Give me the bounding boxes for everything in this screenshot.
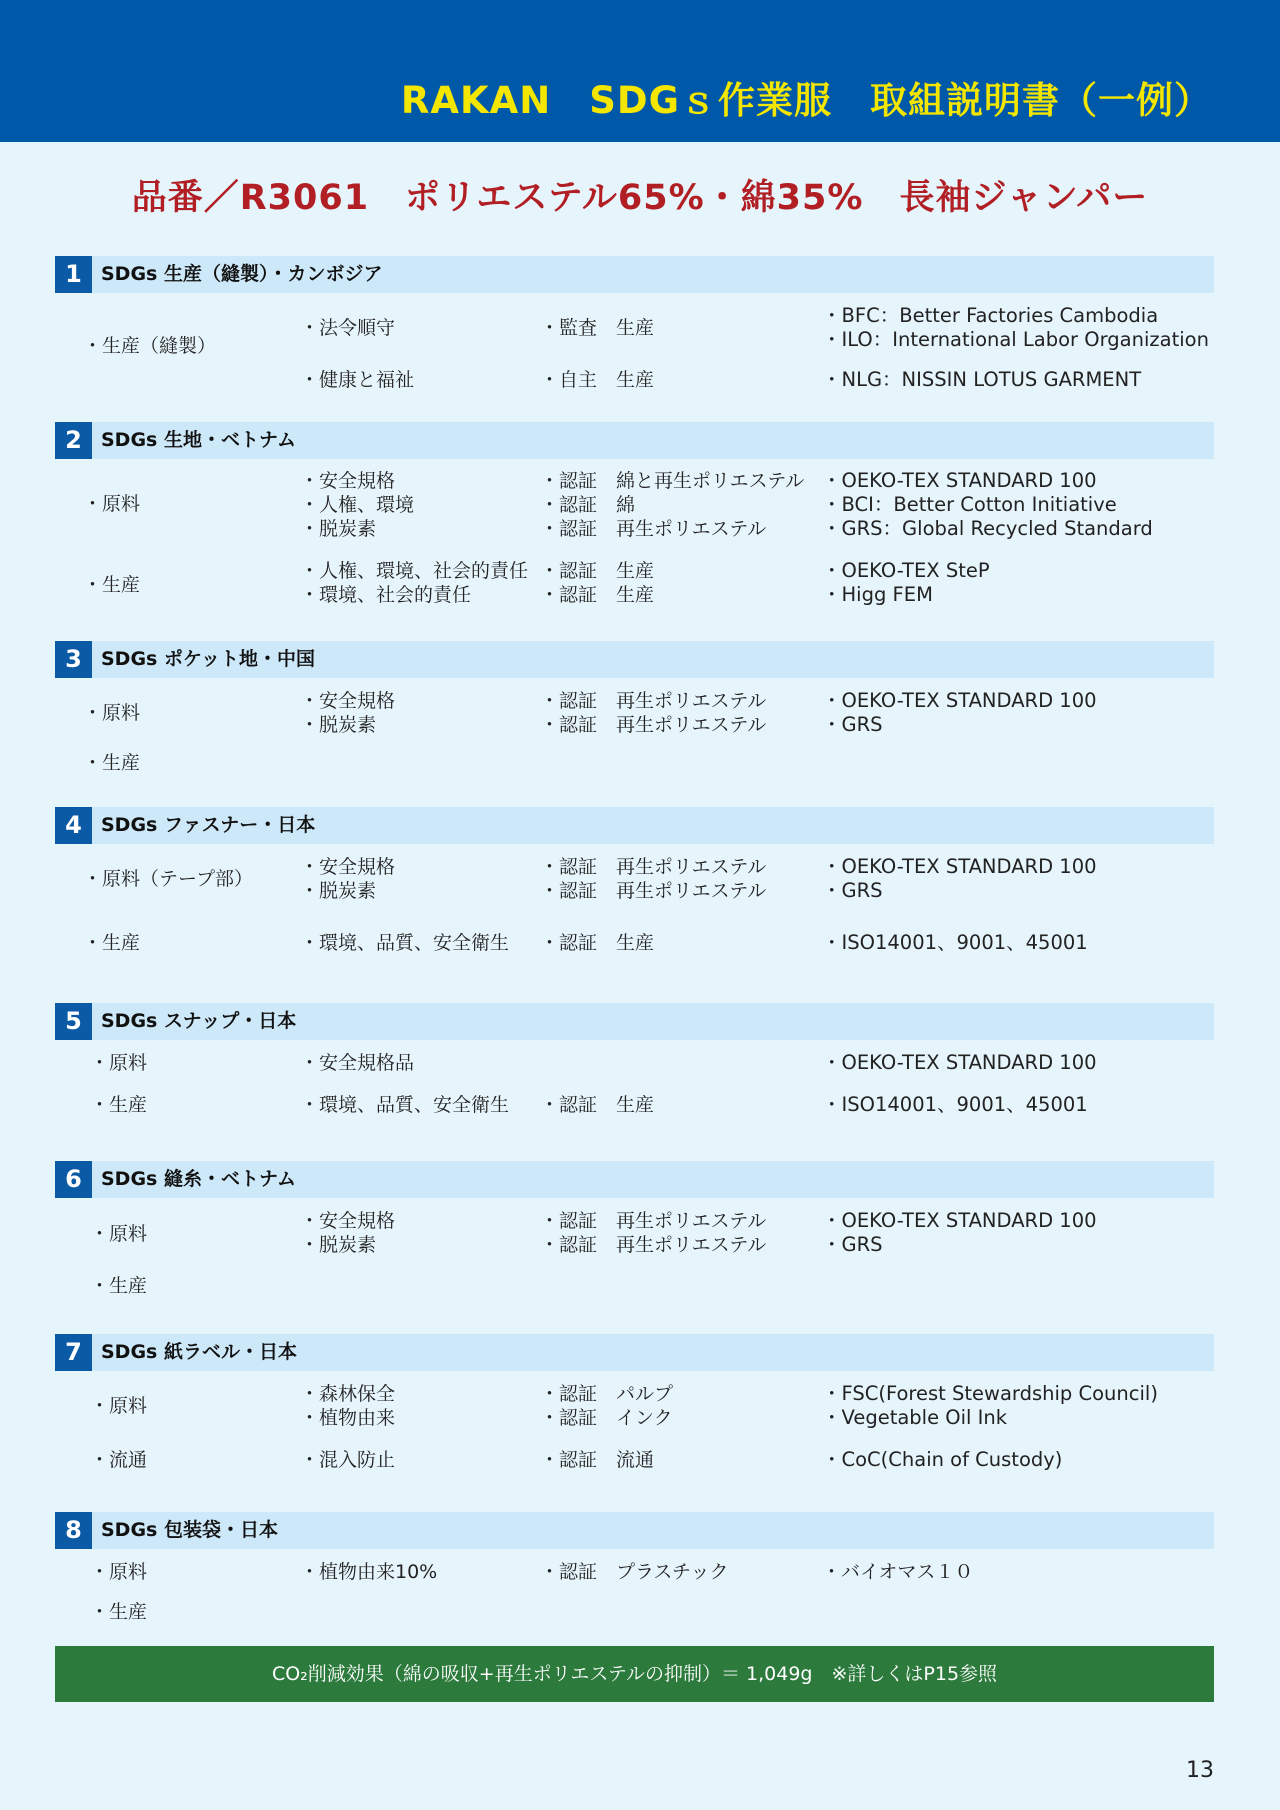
section-title: SDGs 紙ラベル・日本 <box>101 1341 297 1363</box>
co2-reduction-note: CO₂削減効果（綿の吸収+再生ポリエステルの抑制）＝ 1,049g ※詳しくはP15参照 <box>55 1646 1214 1702</box>
category-cell: ・生産 <box>90 1275 148 1297</box>
cert-cell: ・認証 綿と再生ポリエステル ・認証 綿 ・認証 再生ポリエステル <box>540 470 805 540</box>
section-title: SDGs 生産（縫製）・カンボジア <box>101 263 383 285</box>
standard-cell: ・FSC(Forest Stewardship Council) ・Vegetable Oil Ink <box>822 1382 1158 1429</box>
cert-cell: ・認証 生産 <box>540 1094 655 1116</box>
category-cell: ・原料 <box>83 493 141 515</box>
standard-cell: ・OEKO-TEX STANDARD 100 ・GRS <box>822 855 1097 902</box>
cert-cell: ・認証 再生ポリエステル ・認証 再生ポリエステル <box>540 856 767 902</box>
top-banner <box>0 0 1280 142</box>
item-cell: ・森林保全 ・植物由来 <box>300 1383 396 1429</box>
section-number: 8 <box>55 1512 92 1549</box>
item-cell: ・健康と福祉 <box>300 369 415 391</box>
product-title: 品番／R3061 ポリエステル65%・綿35% 長袖ジャンパー <box>131 178 1149 218</box>
section-number: 1 <box>55 256 92 293</box>
category-cell: ・原料 <box>90 1561 148 1583</box>
item-cell: ・安全規格 ・脱炭素 <box>300 690 396 736</box>
section-header <box>55 641 1214 678</box>
item-cell: ・環境、品質、安全衛生 <box>300 932 510 954</box>
cert-cell: ・認証 再生ポリエステル ・認証 再生ポリエステル <box>540 1210 767 1256</box>
standard-cell: ・BFC：Better Factories Cambodia ・ILO：International Labor Organization <box>822 304 1209 351</box>
item-cell: ・人権、環境、社会的責任 ・環境、社会的責任 <box>300 560 529 606</box>
item-cell: ・安全規格品 <box>300 1052 415 1074</box>
section-header <box>55 1334 1214 1371</box>
section-number: 2 <box>55 422 92 459</box>
category-cell: ・原料 <box>83 702 141 724</box>
cert-cell: ・認証 パルプ ・認証 インク <box>540 1383 674 1429</box>
item-cell: ・安全規格 ・脱炭素 <box>300 1210 396 1256</box>
item-cell: ・安全規格 ・脱炭素 <box>300 856 396 902</box>
standard-cell: ・OEKO-TEX STANDARD 100 <box>822 1051 1097 1074</box>
cert-cell: ・認証 生産 <box>540 932 655 954</box>
section-title: SDGs ファスナー・日本 <box>101 814 316 836</box>
item-cell: ・環境、品質、安全衛生 <box>300 1094 510 1116</box>
page-number: 13 <box>1186 1758 1214 1783</box>
section-title: SDGs ポケット地・中国 <box>101 648 316 670</box>
category-cell: ・生産 <box>83 574 141 596</box>
item-cell: ・植物由来10% <box>300 1561 438 1583</box>
standard-cell: ・OEKO-TEX SteP ・Higg FEM <box>822 559 990 606</box>
standard-cell: ・OEKO-TEX STANDARD 100 ・GRS <box>822 689 1097 736</box>
category-cell: ・流通 <box>90 1449 148 1471</box>
section-header <box>55 1003 1214 1040</box>
category-cell: ・原料 <box>90 1223 148 1245</box>
section-title: SDGs スナップ・日本 <box>101 1010 297 1032</box>
section-header <box>55 807 1214 844</box>
cert-cell: ・自主 生産 <box>540 369 655 391</box>
category-cell: ・原料 <box>90 1395 148 1417</box>
category-cell: ・生産 <box>90 1094 148 1116</box>
section-number: 4 <box>55 807 92 844</box>
section-number: 3 <box>55 641 92 678</box>
document-title: RAKAN SDGｓ作業服 取組説明書（一例） <box>400 79 1212 122</box>
category-cell: ・原料（テープ部） <box>83 868 254 890</box>
category-cell: ・生産 <box>83 752 141 774</box>
cert-cell: ・認証 再生ポリエステル ・認証 再生ポリエステル <box>540 690 767 736</box>
cert-cell: ・認証 プラスチック <box>540 1561 729 1583</box>
standard-cell: ・NLG：NISSIN LOTUS GARMENT <box>822 368 1142 391</box>
item-cell: ・安全規格 ・人権、環境 ・脱炭素 <box>300 470 415 540</box>
standard-cell: ・ISO14001、9001、45001 <box>822 931 1088 954</box>
section-header <box>55 256 1214 293</box>
cert-cell: ・認証 生産 ・認証 生産 <box>540 560 655 606</box>
category-cell: ・生産（縫製） <box>83 335 217 357</box>
cert-cell: ・監査 生産 <box>540 317 655 339</box>
item-cell: ・法令順守 <box>300 317 396 339</box>
standard-cell: ・CoC(Chain of Custody) <box>822 1448 1063 1471</box>
section-number: 5 <box>55 1003 92 1040</box>
section-number: 6 <box>55 1161 92 1198</box>
standard-cell: ・バイオマス１０ <box>822 1561 974 1583</box>
standard-cell: ・OEKO-TEX STANDARD 100 ・BCI：Better Cotton Initiative ・GRS：Global Recycled Standard <box>822 469 1153 540</box>
section-number: 7 <box>55 1334 92 1371</box>
section-title: SDGs 包装袋・日本 <box>101 1519 278 1541</box>
section-header <box>55 1161 1214 1198</box>
category-cell: ・原料 <box>90 1052 148 1074</box>
category-cell: ・生産 <box>90 1601 148 1623</box>
standard-cell: ・ISO14001、9001、45001 <box>822 1093 1088 1116</box>
section-title: SDGs 生地・ベトナム <box>101 429 297 451</box>
category-cell: ・生産 <box>83 932 141 954</box>
item-cell: ・混入防止 <box>300 1449 396 1471</box>
section-title: SDGs 縫糸・ベトナム <box>101 1168 297 1190</box>
cert-cell: ・認証 流通 <box>540 1449 655 1471</box>
standard-cell: ・OEKO-TEX STANDARD 100 ・GRS <box>822 1209 1097 1256</box>
section-header <box>55 1512 1214 1549</box>
section-header <box>55 422 1214 459</box>
